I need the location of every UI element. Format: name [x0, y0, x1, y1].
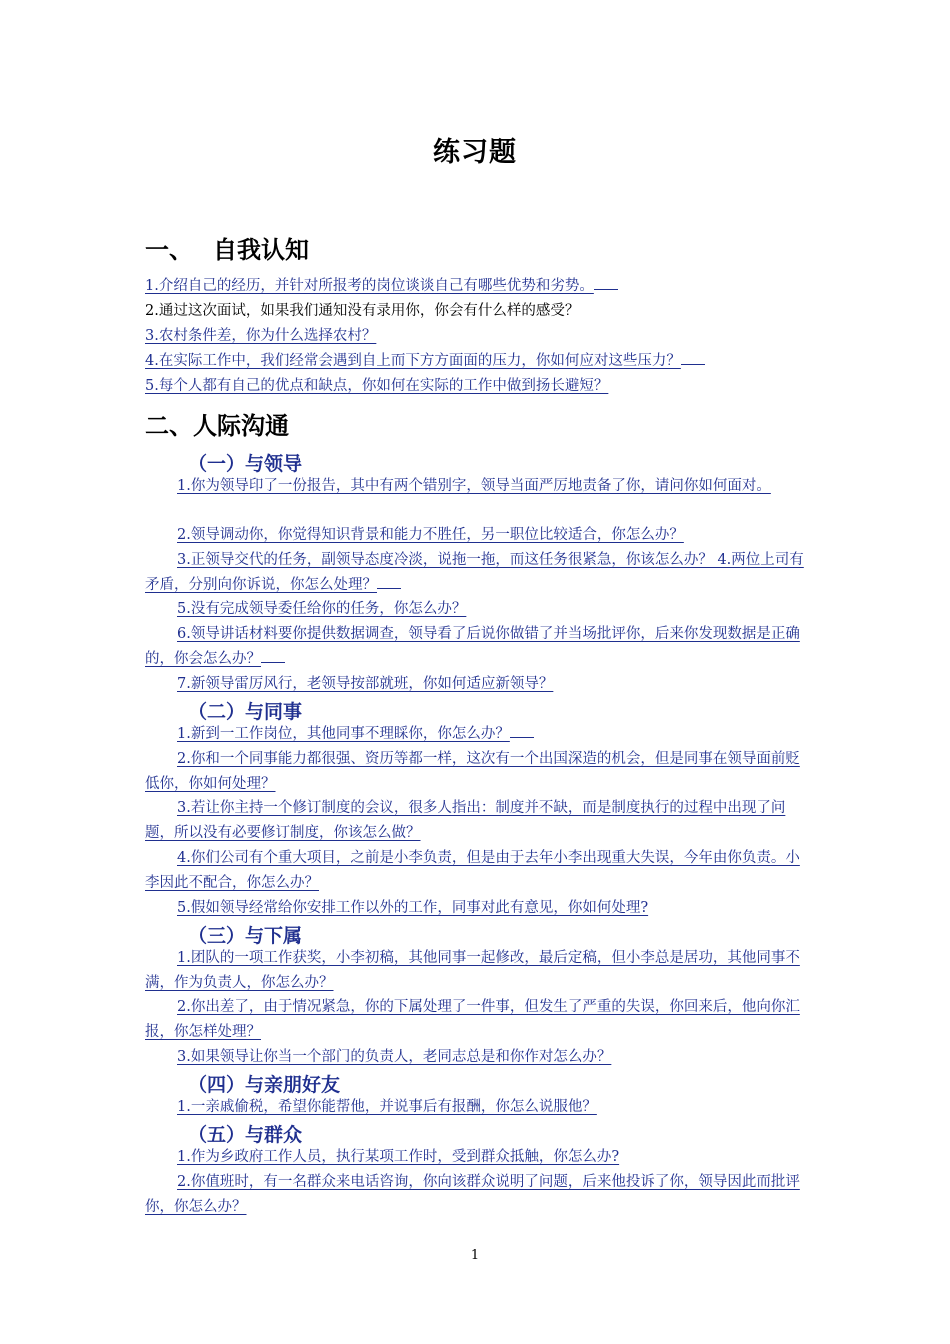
subordinates-question-1[interactable]: 1.团队的一项工作获奖，小李初稿，其他同事一起修改，最后定稿，但小李总是居功，其他同事不满，作为负责人，你怎么办？	[145, 950, 800, 991]
leaders-question-1[interactable]: 1.你为领导印了一份报告，其中有两个错别字，领导当面严厉地责备了你，请问你如何面对。	[177, 478, 771, 494]
s1-question-5[interactable]: 5.每个人都有自己的优点和缺点，你如何在实际的工作中做到扬长避短？	[145, 378, 609, 394]
subsection-colleagues-heading: （二）与同事	[188, 701, 303, 723]
section-1-heading	[145, 230, 309, 265]
public-question-2[interactable]: 2.你值班时，有一名群众来电话咨询，你向该群众说明了问题，后来他投诉了你，领导因此而批评你，你怎么办？	[145, 1174, 800, 1215]
s1-question-4[interactable]: 4.在实际工作中，我们经常会遇到自上而下方方面面的压力，你如何应对这些压力？	[145, 349, 810, 374]
subsection-relatives-heading: （四）与亲朋好友	[188, 1074, 341, 1096]
s1-question-2: 2.通过这次面试，如果我们通知没有录用你，你会有什么样的感受？	[145, 303, 580, 319]
colleagues-question-1[interactable]: 1.新到一工作岗位，其他同事不理睬你，你怎么办？	[145, 722, 810, 747]
leaders-question-3-4[interactable]: 3.正领导交代的任务，副领导态度冷淡，说拖一拖，而这任务很紧急，你该怎么办？ 4.两位上司有矛盾，分别向你诉说，你怎么处理？	[145, 552, 804, 593]
subordinates-question-2[interactable]: 2.你出差了，由于情况紧急，你的下属处理了一件事，但发生了严重的失误，你回来后，他向你汇报，你怎样处理？	[145, 999, 800, 1040]
colleagues-question-3[interactable]: 3.若让你主持一个修订制度的会议，很多人指出：制度并不缺，而是制度执行的过程中出现了问题，所以没有必要修订制度，你该怎么做？	[145, 800, 786, 841]
subsection-public-heading: （五）与群众	[188, 1124, 303, 1146]
public-question-1[interactable]: 1.作为乡政府工作人员，执行某项工作时，受到群众抵触，你怎么办?	[177, 1149, 620, 1165]
leaders-question-5[interactable]: 5.没有完成领导委任给你的任务，你怎么办？	[177, 601, 467, 617]
leaders-question-2[interactable]: 2.领导调动你，你觉得知识背景和能力不胜任，另一职位比较适合，你怎么办？	[177, 527, 684, 543]
s1-question-1[interactable]: 1.介绍自己的经历，并针对所报考的岗位谈谈自己有哪些优势和劣势。	[145, 274, 810, 299]
section-2-heading: 二、人际沟通	[145, 412, 289, 440]
subordinates-question-3[interactable]: 3.如果领导让你当一个部门的负责人，老同志总是和你作对怎么办？	[177, 1049, 612, 1065]
leaders-question-6[interactable]: 6.领导讲话材料要你提供数据调查，领导看了后说你做错了并当场批评你，后来你发现数据是正确的，你会怎么办？	[145, 626, 800, 667]
subsection-subordinates-heading: （三）与下属	[188, 925, 303, 947]
colleagues-question-4[interactable]: 4.你们公司有个重大项目，之前是小李负责，但是由于去年小李出现重大失误，今年由你负责。小李因此不配合，你怎么办？	[145, 850, 800, 891]
section-1-title: 自我认知	[213, 236, 309, 264]
colleagues-question-5[interactable]: 5.假如领导经常给你安排工作以外的工作，同事对此有意见，你如何处理?	[177, 900, 649, 916]
subsection-leaders-heading: （一）与领导	[188, 453, 303, 475]
page-title: 练习题	[433, 137, 517, 168]
colleagues-question-2[interactable]: 2.你和一个同事能力都很强、资历等都一样，这次有一个出国深造的机会，但是同事在领导面前贬低你，你如何处理？	[145, 751, 800, 792]
leaders-question-7[interactable]: 7.新领导雷厉风行，老领导按部就班，你如何适应新领导？	[177, 676, 554, 692]
relatives-question-1[interactable]: 1.一亲戚偷税，希望你能帮他，并说事后有报酬，你怎么说服他？	[177, 1099, 597, 1115]
section-1-number: 一、	[145, 236, 193, 264]
s1-question-3[interactable]: 3.农村条件差，你为什么选择农村？	[145, 328, 377, 344]
page-number: 1	[470, 1248, 480, 1263]
